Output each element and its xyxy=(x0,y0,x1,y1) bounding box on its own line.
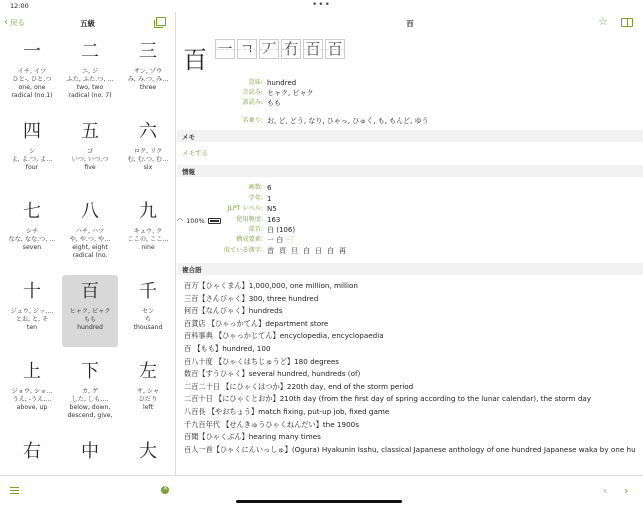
compound-item[interactable]: 何百【なんびゃく】hundreds xyxy=(184,306,283,316)
jlpt-label: JLPT レベル: xyxy=(227,205,263,212)
status-time: 12:00 xyxy=(10,2,29,10)
compound-item[interactable]: 百聞【ひゃくぶん】hearing many times xyxy=(184,432,321,442)
left-nav-bar xyxy=(0,12,175,34)
onyomi-value: ヒャク, ビャク xyxy=(267,89,314,97)
kanji-cell[interactable] xyxy=(62,275,118,347)
nanori-label: 名乗り: xyxy=(242,117,263,124)
kanji-cell-readings: サン, ゾウ み, み.つ, み… three xyxy=(127,68,169,91)
kanji-cell-readings: サ, シャ ひだり left xyxy=(136,388,160,411)
kanji-cell[interactable] xyxy=(4,195,60,267)
kanji-cell[interactable] xyxy=(4,355,60,427)
compound-item[interactable]: 百万【ひゃくまん】1,000,000, one million, million xyxy=(184,281,358,290)
radical-label: 部首: xyxy=(248,226,263,233)
compound-item[interactable]: 千九百年代 【せんきゅうひゃくねんだい】the 1900s xyxy=(184,419,359,429)
kanji-cell-readings: キュウ, ク ここの, ここ… nine xyxy=(127,228,169,251)
components-row xyxy=(177,235,293,245)
next-kanji-button[interactable]: › xyxy=(624,484,629,497)
kanji-cell-readings: カ, ゲ した, しも,… below, down, descend, give, xyxy=(67,388,113,419)
multitask-dots-icon[interactable]: ••• xyxy=(312,0,331,10)
compound-item[interactable]: 数百【すうひゃく】several hundred, hundreds (of) xyxy=(184,369,361,379)
grade-value: 1 xyxy=(267,195,272,203)
kanji-cell-readings: ヒャク, ビャク もも hundred xyxy=(69,308,111,331)
stroke-step: 丆 xyxy=(259,39,279,59)
stroke-step: ㄱ xyxy=(237,39,257,59)
compound-item[interactable]: 二百二十日 【にひゃくはつか】220th day, end of the storm period xyxy=(184,381,414,391)
stroke-count-row xyxy=(177,183,271,193)
kunyomi-label: 訓読み: xyxy=(242,99,263,106)
jlpt-value: N5 xyxy=(267,205,277,213)
kanji-cell-character: 八 xyxy=(81,201,99,222)
kanji-cell-character: 一 xyxy=(23,41,41,62)
radical-value[interactable]: 白 (106) xyxy=(267,226,296,234)
kanji-cell-readings: ニ, ジ ふた, ふた.つ, … two, two radical (no. 7) xyxy=(66,68,114,99)
compound-item[interactable]: 百人一首【ひゃくにんいっしゅ】(Ogura) Hyakunin Isshu, classical Japanese anthology of one hundred Japanese waka by one hu xyxy=(184,444,636,454)
meaning-row xyxy=(177,78,296,88)
kanji-cell-readings: シチ なな, なな.つ, … seven xyxy=(8,228,56,251)
onyomi-label: 音読み: xyxy=(242,89,263,96)
kanji-cell-character: 六 xyxy=(139,121,157,142)
kanji-cell[interactable] xyxy=(120,115,176,187)
kanji-list-pane xyxy=(0,12,176,482)
components-label: 構成要素: xyxy=(236,236,263,243)
grade-row xyxy=(177,194,271,204)
kanji-cell-character: 四 xyxy=(23,121,41,142)
compound-item[interactable]: 百 【もも】hundred, 100 xyxy=(184,344,271,353)
kanji-cell[interactable] xyxy=(4,35,60,107)
copy-icon[interactable] xyxy=(156,17,166,26)
kanji-cell-character: 千 xyxy=(139,281,157,302)
compound-item[interactable]: 百貨店 【ひゃっかてん】department store xyxy=(184,318,329,328)
similar-kanji-item[interactable]: 頁 xyxy=(279,247,286,255)
components-value[interactable]: 一 白 xyxy=(267,236,284,244)
kanji-cell[interactable] xyxy=(62,115,118,187)
compound-item[interactable]: 八百長 【やおちょう】match fixing, put-up job, fixed game xyxy=(184,407,390,416)
kanji-cell-character: 七 xyxy=(23,201,41,222)
stroke-step: 百 xyxy=(325,39,345,59)
components-diagram-icon[interactable]: ⿱ xyxy=(286,236,294,244)
kanji-cell-character: 十 xyxy=(23,281,41,302)
stroke-step: 冇 xyxy=(281,39,301,59)
kanji-cell[interactable] xyxy=(62,35,118,107)
battery-percent: 100% xyxy=(186,217,205,225)
kanji-cell-character: 下 xyxy=(81,361,99,382)
stroke-order[interactable] xyxy=(215,39,347,59)
nanori-row xyxy=(177,116,429,126)
kanji-cell-readings: イチ, イツ ひと-, ひと.つ one, one radical (no.1) xyxy=(11,68,53,99)
kunyomi-row xyxy=(177,98,281,108)
onyomi-row xyxy=(177,88,313,98)
kanji-cell-character: 左 xyxy=(139,361,157,382)
level-title: 五級 xyxy=(80,19,95,28)
kanji-cell[interactable] xyxy=(120,275,176,347)
kanji-detail-pane xyxy=(177,12,643,454)
clear-circle-icon[interactable] xyxy=(161,486,169,494)
star-icon[interactable]: ☆ xyxy=(598,15,608,28)
kanji-grid xyxy=(0,37,176,462)
similar-kanji-item[interactable]: 白 xyxy=(303,247,310,255)
kanji-cell[interactable] xyxy=(4,115,60,187)
kanji-cell-character: 二 xyxy=(81,41,99,62)
memo-section-header: メモ xyxy=(177,130,643,142)
kanji-cell-readings: セン ち thousand xyxy=(133,308,163,331)
compound-item[interactable]: 百八十度 【ひゃくはちじゅうど】180 degrees xyxy=(184,356,340,366)
compounds-section-header: 複合語 xyxy=(177,263,643,275)
similar-kanji-item[interactable]: 日 xyxy=(315,247,322,255)
frequency-label: 使用頻度: xyxy=(236,216,263,223)
compound-item[interactable]: 二百十日 【にひゃくとおか】210th day (from the first day of spring according to the lunar calendar), the storm day xyxy=(184,394,592,404)
add-memo-link[interactable]: メモする xyxy=(182,149,208,157)
radical-row xyxy=(177,225,295,235)
bottom-toolbar xyxy=(0,475,643,507)
kanji-cell[interactable] xyxy=(62,355,118,427)
stroke-step: 一 xyxy=(215,39,235,59)
similar-kanji-item[interactable]: 白 xyxy=(327,247,334,255)
similar-kanji-label: 似ている漢字: xyxy=(223,247,263,254)
stroke-step: 百 xyxy=(303,39,323,59)
menu-icon[interactable] xyxy=(10,487,19,494)
chevron-left-icon: ‹ xyxy=(4,17,8,28)
detail-title: 百 xyxy=(406,19,414,28)
similar-kanji-row xyxy=(177,246,351,256)
kanji-cell-character: 中 xyxy=(81,441,99,462)
kanji-cell-readings: ジュウ, ジッ,… とお, と, そ ten xyxy=(10,308,54,331)
kanji-large: 百 xyxy=(183,46,207,74)
info-section-header: 情報 xyxy=(177,165,643,177)
kanji-cell-character: 三 xyxy=(139,41,157,62)
similar-kanji-list xyxy=(267,246,351,256)
kanji-cell-readings: ゴ いつ, いつ.つ five xyxy=(71,148,109,171)
stroke-count-value: 6 xyxy=(267,184,272,192)
grade-label: 学年: xyxy=(248,195,263,202)
kanji-cell-readings: シ よ, よ.つ, よ… four xyxy=(11,148,53,171)
kanji-cell-readings: ジョウ, ショ… うえ, -うえ,… above, up xyxy=(11,388,53,411)
kanji-cell-character: 上 xyxy=(23,361,41,382)
previous-kanji-button[interactable]: ‹ xyxy=(603,484,608,497)
kanji-cell[interactable] xyxy=(120,355,176,427)
kanji-cell-readings: ロク, リク む, む.つ, む… six xyxy=(127,148,169,171)
kanji-cell[interactable] xyxy=(62,195,118,267)
similar-kanji-item[interactable]: 首 xyxy=(267,247,274,255)
frequency-row xyxy=(177,215,280,225)
similar-kanji-item[interactable]: 再 xyxy=(339,247,346,255)
home-indicator xyxy=(236,500,402,503)
compound-item[interactable]: 三百【さんびゃく】300, three hundred xyxy=(184,293,319,303)
kanji-cell-character: 右 xyxy=(23,441,41,462)
meaning-value: hundred xyxy=(267,79,297,87)
wifi-icon: ◠ xyxy=(177,217,184,225)
kanji-cell[interactable] xyxy=(120,195,176,267)
kanji-cell-character: 大 xyxy=(139,441,157,462)
back-label: 戻る xyxy=(10,18,25,27)
stroke-count-label: 画数: xyxy=(248,184,263,191)
compound-item[interactable]: 百科事典 【ひゃっかじてん】encyclopedia, encyclopaedia xyxy=(184,331,384,341)
kanji-cell-character: 九 xyxy=(139,201,157,222)
kanji-cell-character: 五 xyxy=(81,121,99,142)
kanji-cell[interactable] xyxy=(120,35,176,107)
frequency-value: 163 xyxy=(267,216,281,224)
kunyomi-value: もも xyxy=(267,99,281,107)
kanji-cell[interactable] xyxy=(4,275,60,347)
kanji-cell-readings: ハチ, ハツ や, や.つ, や… eight, eight radical (no. xyxy=(69,228,111,259)
right-nav-bar xyxy=(177,12,643,34)
nanori-value: お, ど, どう, なり, ひゃっ, ひゅく, も, もんど, ゆう xyxy=(267,117,429,125)
book-icon[interactable] xyxy=(621,18,633,27)
kanji-cell-character: 百 xyxy=(81,281,99,302)
similar-kanji-item[interactable]: 旦 xyxy=(291,247,298,255)
meaning-label: 意味: xyxy=(248,79,263,86)
jlpt-row xyxy=(177,204,277,214)
